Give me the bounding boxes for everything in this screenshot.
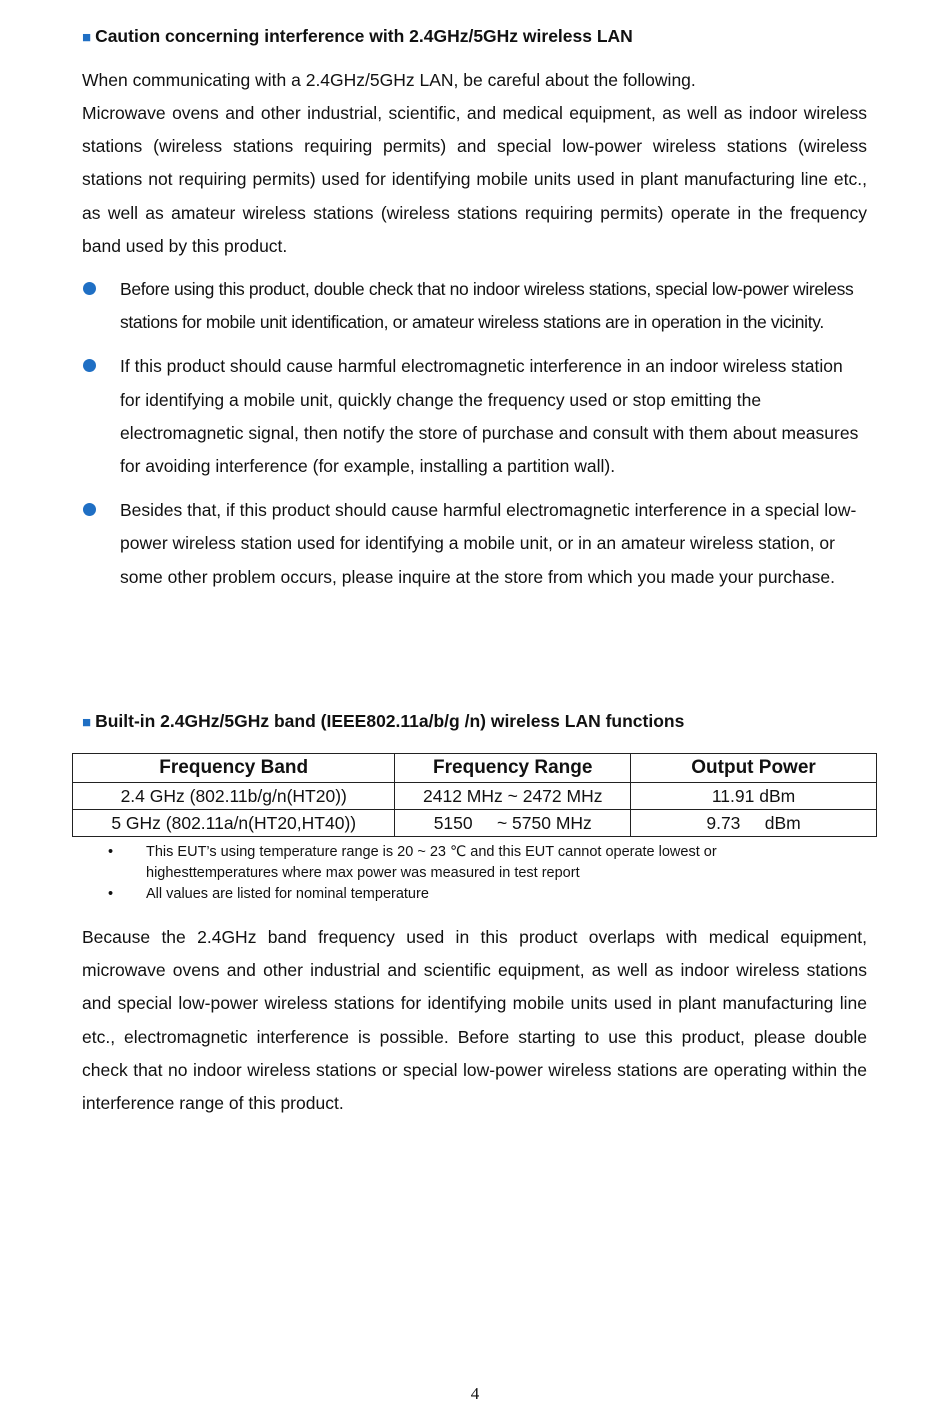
table-notes bbox=[108, 842, 808, 905]
table-cell: 11.91 dBm bbox=[631, 783, 877, 810]
caution-bullet-list bbox=[82, 273, 867, 605]
bullet-text: Before using this product, double check that no indoor wireless stations, special low-power wireless stations for mobile unit identification, or amateur wireless stations are in operation in the vicinity. bbox=[120, 279, 854, 333]
list-item bbox=[82, 350, 867, 483]
note-text: This EUT’s using temperature range is 20 ~ 23 ℃ and this EUT cannot operate lowest or highesttemperatures where max power was measured in test report bbox=[146, 844, 717, 881]
list-item bbox=[82, 273, 867, 339]
list-item bbox=[108, 884, 808, 905]
table-row bbox=[73, 783, 877, 810]
list-item bbox=[82, 494, 867, 594]
column-header: Output Power bbox=[631, 754, 877, 783]
table-header-row bbox=[73, 754, 877, 783]
list-item bbox=[108, 842, 808, 884]
intro-line: When communicating with a 2.4GHz/5GHz LAN, be careful about the following. bbox=[82, 70, 696, 90]
page-number: 4 bbox=[470, 1384, 480, 1403]
closing-paragraph: Because the 2.4GHz band frequency used in this product overlaps with medical equipment, microwave ovens and other industrial and scientific equipment, as well as indoor wireless stations and special low-power wireless stations for identifying mobile units used in plant manufacturing line etc., electromagnetic interference is possible. Before starting to use this product, please double check that no indoor wireless stations or special low-power wireless stations are operating within the interference range of this product. bbox=[82, 927, 867, 1114]
note-text: All values are listed for nominal temperature bbox=[146, 886, 429, 902]
bullet-text: Besides that, if this product should cause harmful electromagnetic interference in a special low-power wireless station used for identifying a mobile unit, or in an amateur wireless station, or some other problem occurs, please inquire at the store from which you made your purchase. bbox=[120, 500, 857, 587]
section-heading-text: Built-in 2.4GHz/5GHz band (IEEE802.11a/b/g /n) wireless LAN functions bbox=[95, 711, 685, 731]
round-bullet-icon bbox=[83, 503, 96, 516]
square-bullet-icon: ■ bbox=[82, 714, 92, 731]
section-heading-caution bbox=[82, 24, 633, 50]
table-cell: 9.73 dBm bbox=[631, 810, 877, 837]
dot-bullet-icon: • bbox=[108, 886, 114, 902]
bullet-text: If this product should cause harmful electromagnetic interference in an indoor wireless station for identifying a mobile unit, quickly change the frequency used or stop emitting the electromagnetic signal, then notify the store of purchase and consult with them about measures for avoiding interference (for example, installing a partition wall). bbox=[120, 356, 859, 477]
square-bullet-icon: ■ bbox=[82, 29, 92, 46]
section-heading-text: Caution concerning interference with 2.4GHz/5GHz wireless LAN bbox=[95, 26, 633, 46]
table-row bbox=[73, 810, 877, 837]
column-header: Frequency Band bbox=[73, 754, 395, 783]
table-cell: 2412 MHz ~ 2472 MHz bbox=[395, 783, 631, 810]
table-cell: 5 GHz (802.11a/n(HT20,HT40)) bbox=[73, 810, 395, 837]
dot-bullet-icon: • bbox=[108, 844, 114, 860]
intro-paragraph: Microwave ovens and other industrial, scientific, and medical equipment, as well as indoor wireless stations (wireless stations requiring permits) and special low-power wireless stations (wireless stations not requiring permits) used for identifying mobile units used in plant manufacturing line etc., as well as amateur wireless stations (wireless stations requiring permits) operate in the frequency band used by this product. bbox=[82, 103, 867, 256]
table-cell: 2.4 GHz (802.11b/g/n(HT20)) bbox=[73, 783, 395, 810]
section-heading-wlan bbox=[82, 709, 684, 735]
table-cell: 5150 ~ 5750 MHz bbox=[395, 810, 631, 837]
column-header: Frequency Range bbox=[395, 754, 631, 783]
frequency-table bbox=[72, 753, 877, 837]
round-bullet-icon bbox=[83, 282, 96, 295]
round-bullet-icon bbox=[83, 359, 96, 372]
